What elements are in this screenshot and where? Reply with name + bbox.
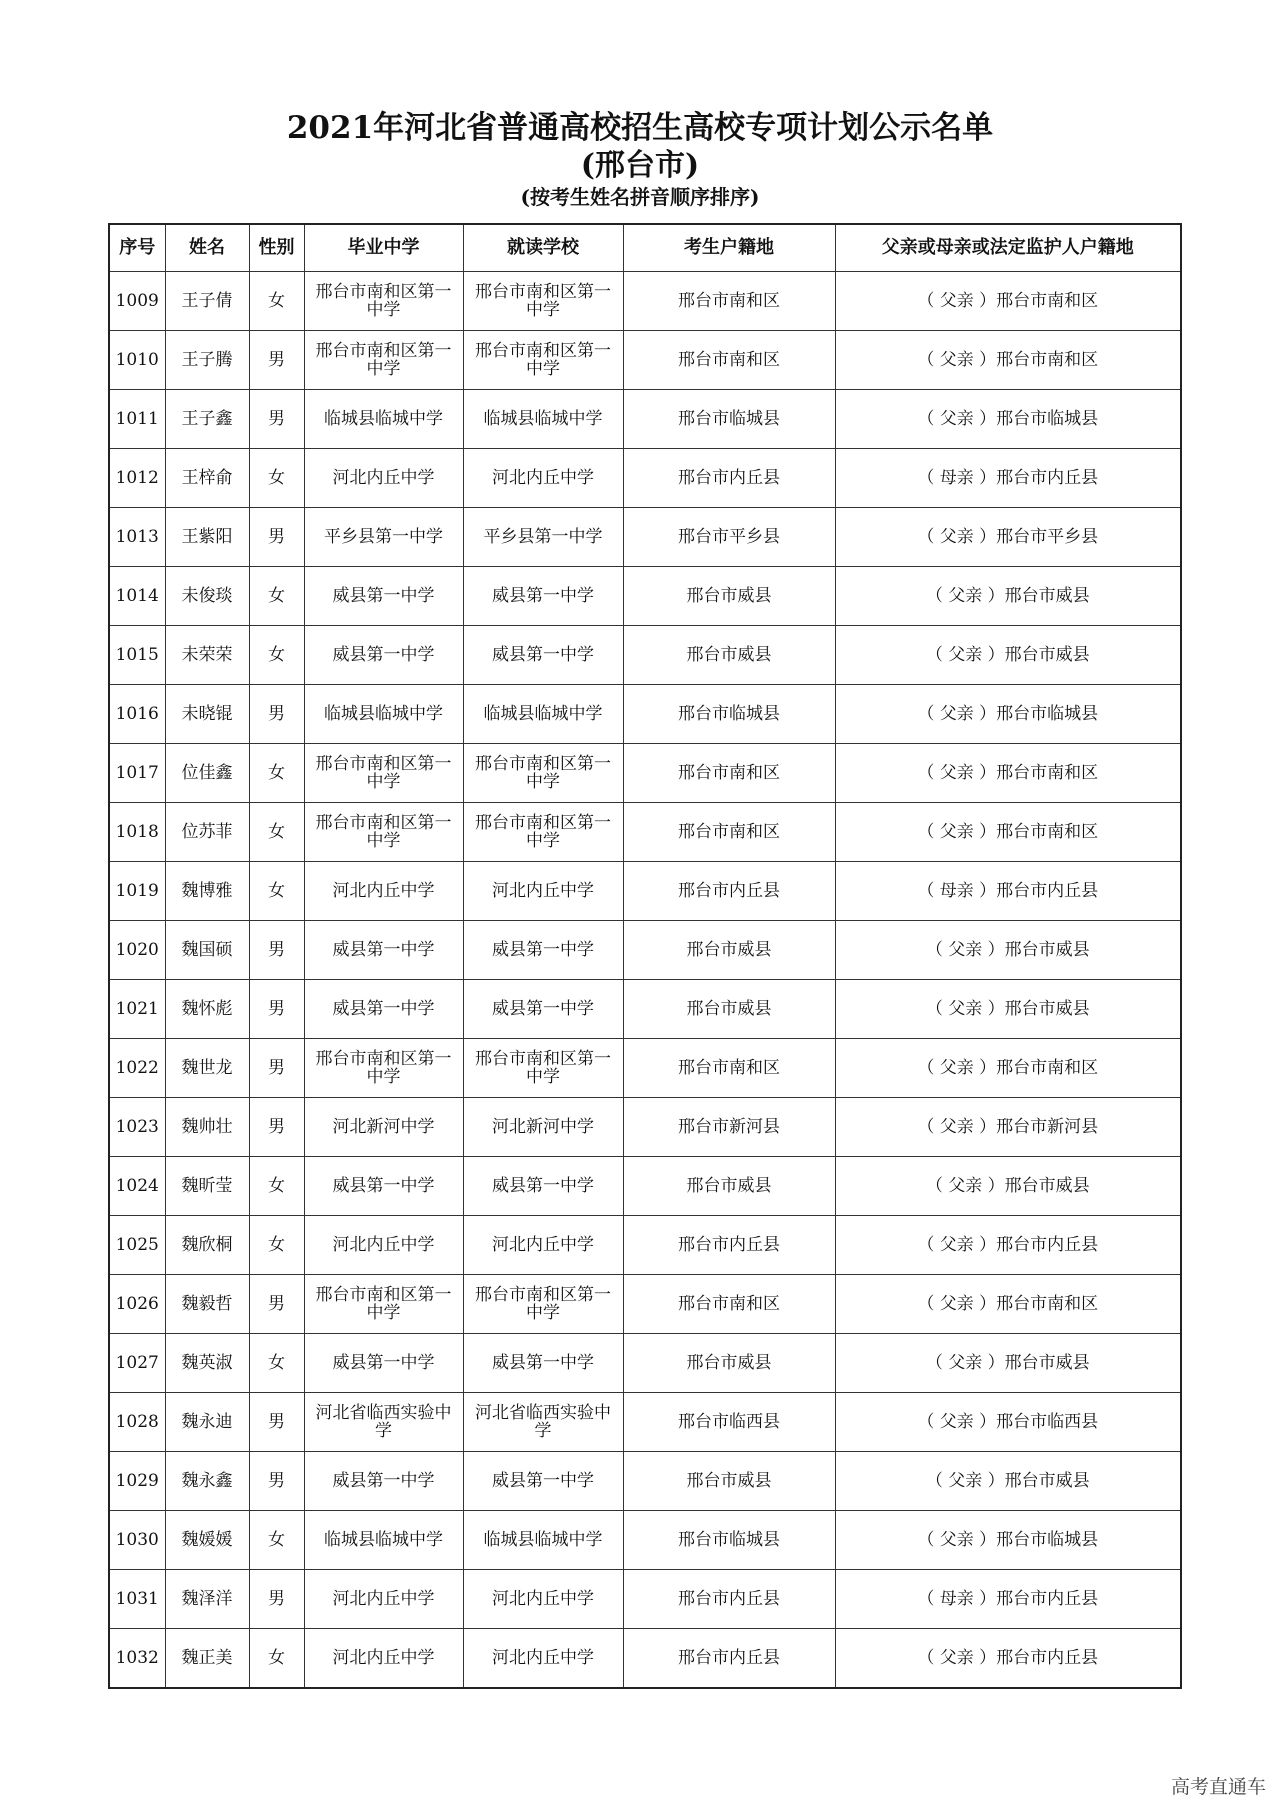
- table-row: [109, 1039, 1181, 1098]
- cell-hukou: 邢台市新河县: [623, 1098, 835, 1157]
- cell-guardian-hukou: （ 父亲 ）邢台市临城县: [835, 1511, 1181, 1570]
- cell-guardian-hukou: （ 父亲 ）邢台市南和区: [835, 1039, 1181, 1098]
- cell-grad-school: 威县第一中学: [304, 921, 463, 980]
- cell-guardian-hukou: （ 父亲 ）邢台市威县: [835, 567, 1181, 626]
- cell-guardian-hukou: （ 父亲 ）邢台市威县: [835, 1157, 1181, 1216]
- cell-guardian-hukou: （ 父亲 ）邢台市南和区: [835, 803, 1181, 862]
- cell-name: 王子倩: [165, 272, 249, 331]
- cell-no: 1023: [109, 1098, 165, 1157]
- cell-study-school: 河北新河中学: [463, 1098, 623, 1157]
- cell-guardian-hukou: （ 父亲 ）邢台市威县: [835, 1452, 1181, 1511]
- cell-gender: 女: [249, 449, 304, 508]
- cell-study-school: 威县第一中学: [463, 567, 623, 626]
- table-row: [109, 1393, 1181, 1452]
- cell-name: 魏博雅: [165, 862, 249, 921]
- cell-study-school: 临城县临城中学: [463, 390, 623, 449]
- cell-gender: 男: [249, 1393, 304, 1452]
- column-header-name: 姓名: [165, 224, 249, 272]
- cell-hukou: 邢台市威县: [623, 626, 835, 685]
- cell-no: 1017: [109, 744, 165, 803]
- cell-study-school: 威县第一中学: [463, 1334, 623, 1393]
- cell-no: 1010: [109, 331, 165, 390]
- cell-grad-school: 临城县临城中学: [304, 390, 463, 449]
- cell-guardian-hukou: （ 父亲 ）邢台市南和区: [835, 331, 1181, 390]
- cell-hukou: 邢台市威县: [623, 1334, 835, 1393]
- cell-study-school: 临城县临城中学: [463, 685, 623, 744]
- cell-gender: 男: [249, 921, 304, 980]
- table-row: [109, 1157, 1181, 1216]
- cell-no: 1029: [109, 1452, 165, 1511]
- cell-no: 1011: [109, 390, 165, 449]
- cell-grad-school: 河北省临西实验中学: [304, 1393, 463, 1452]
- cell-gender: 男: [249, 685, 304, 744]
- table-row: [109, 685, 1181, 744]
- cell-gender: 女: [249, 862, 304, 921]
- table-row: [109, 1570, 1181, 1629]
- cell-grad-school: 河北内丘中学: [304, 862, 463, 921]
- cell-hukou: 邢台市南和区: [623, 331, 835, 390]
- cell-study-school: 邢台市南和区第一中学: [463, 272, 623, 331]
- cell-no: 1009: [109, 272, 165, 331]
- cell-guardian-hukou: （ 父亲 ）邢台市威县: [835, 626, 1181, 685]
- roster-table: [108, 223, 1182, 1689]
- cell-name: 魏怀彪: [165, 980, 249, 1039]
- cell-no: 1018: [109, 803, 165, 862]
- cell-gender: 女: [249, 1216, 304, 1275]
- cell-name: 王梓俞: [165, 449, 249, 508]
- table-row: [109, 1275, 1181, 1334]
- cell-grad-school: 威县第一中学: [304, 1157, 463, 1216]
- cell-name: 未俊琰: [165, 567, 249, 626]
- cell-gender: 女: [249, 1157, 304, 1216]
- column-header-hukou: 考生户籍地: [623, 224, 835, 272]
- cell-grad-school: 平乡县第一中学: [304, 508, 463, 567]
- table-row: [109, 1511, 1181, 1570]
- table-row: [109, 1098, 1181, 1157]
- table-row: [109, 921, 1181, 980]
- cell-grad-school: 河北内丘中学: [304, 1629, 463, 1689]
- cell-name: 魏帅壮: [165, 1098, 249, 1157]
- cell-name: 王紫阳: [165, 508, 249, 567]
- table-row: [109, 1334, 1181, 1393]
- cell-hukou: 邢台市威县: [623, 921, 835, 980]
- page-subtitle-city: (邢台市): [580, 148, 700, 183]
- cell-study-school: 河北内丘中学: [463, 1216, 623, 1275]
- cell-gender: 男: [249, 1275, 304, 1334]
- cell-gender: 女: [249, 1629, 304, 1689]
- cell-no: 1026: [109, 1275, 165, 1334]
- cell-name: 魏国硕: [165, 921, 249, 980]
- cell-hukou: 邢台市威县: [623, 1452, 835, 1511]
- cell-no: 1015: [109, 626, 165, 685]
- cell-guardian-hukou: （ 父亲 ）邢台市临城县: [835, 685, 1181, 744]
- cell-name: 王子腾: [165, 331, 249, 390]
- table-row: [109, 1216, 1181, 1275]
- cell-guardian-hukou: （ 父亲 ）邢台市南和区: [835, 744, 1181, 803]
- cell-name: 魏泽洋: [165, 1570, 249, 1629]
- cell-grad-school: 河北内丘中学: [304, 449, 463, 508]
- cell-grad-school: 威县第一中学: [304, 1334, 463, 1393]
- table-row: [109, 449, 1181, 508]
- table-row: [109, 1452, 1181, 1511]
- cell-name: 未荣荣: [165, 626, 249, 685]
- cell-gender: 女: [249, 803, 304, 862]
- cell-grad-school: 临城县临城中学: [304, 685, 463, 744]
- cell-no: 1032: [109, 1629, 165, 1689]
- cell-hukou: 邢台市内丘县: [623, 449, 835, 508]
- cell-name: 魏永鑫: [165, 1452, 249, 1511]
- cell-study-school: 邢台市南和区第一中学: [463, 1039, 623, 1098]
- cell-name: 魏毅哲: [165, 1275, 249, 1334]
- cell-hukou: 邢台市威县: [623, 567, 835, 626]
- cell-name: 位苏菲: [165, 803, 249, 862]
- cell-study-school: 邢台市南和区第一中学: [463, 803, 623, 862]
- cell-no: 1020: [109, 921, 165, 980]
- cell-grad-school: 邢台市南和区第一中学: [304, 272, 463, 331]
- cell-study-school: 邢台市南和区第一中学: [463, 1275, 623, 1334]
- cell-hukou: 邢台市南和区: [623, 803, 835, 862]
- cell-guardian-hukou: （ 父亲 ）邢台市内丘县: [835, 1216, 1181, 1275]
- cell-grad-school: 威县第一中学: [304, 1452, 463, 1511]
- cell-hukou: 邢台市南和区: [623, 1039, 835, 1098]
- cell-grad-school: 邢台市南和区第一中学: [304, 744, 463, 803]
- cell-guardian-hukou: （ 父亲 ）邢台市威县: [835, 980, 1181, 1039]
- cell-gender: 男: [249, 1570, 304, 1629]
- cell-grad-school: 邢台市南和区第一中学: [304, 331, 463, 390]
- cell-study-school: 河北内丘中学: [463, 1570, 623, 1629]
- cell-no: 1013: [109, 508, 165, 567]
- cell-hukou: 邢台市内丘县: [623, 1570, 835, 1629]
- cell-no: 1019: [109, 862, 165, 921]
- cell-no: 1028: [109, 1393, 165, 1452]
- table-row: [109, 1629, 1181, 1689]
- table-row: [109, 744, 1181, 803]
- cell-name: 魏媛媛: [165, 1511, 249, 1570]
- cell-name: 王子鑫: [165, 390, 249, 449]
- cell-study-school: 临城县临城中学: [463, 1511, 623, 1570]
- cell-grad-school: 河北新河中学: [304, 1098, 463, 1157]
- table-row: [109, 980, 1181, 1039]
- cell-study-school: 威县第一中学: [463, 921, 623, 980]
- cell-guardian-hukou: （ 父亲 ）邢台市内丘县: [835, 1629, 1181, 1689]
- table-body: [109, 272, 1181, 1689]
- cell-gender: 男: [249, 1098, 304, 1157]
- cell-gender: 男: [249, 390, 304, 449]
- column-header-no: 序号: [109, 224, 165, 272]
- cell-name: 魏昕莹: [165, 1157, 249, 1216]
- cell-study-school: 威县第一中学: [463, 1452, 623, 1511]
- cell-study-school: 河北内丘中学: [463, 862, 623, 921]
- cell-gender: 女: [249, 626, 304, 685]
- cell-gender: 男: [249, 1452, 304, 1511]
- cell-hukou: 邢台市临城县: [623, 390, 835, 449]
- cell-hukou: 邢台市南和区: [623, 744, 835, 803]
- cell-gender: 女: [249, 567, 304, 626]
- cell-grad-school: 邢台市南和区第一中学: [304, 1039, 463, 1098]
- cell-gender: 男: [249, 980, 304, 1039]
- cell-grad-school: 邢台市南和区第一中学: [304, 803, 463, 862]
- cell-hukou: 邢台市平乡县: [623, 508, 835, 567]
- cell-hukou: 邢台市临城县: [623, 1511, 835, 1570]
- column-header-guardian-hukou: 父亲或母亲或法定监护人户籍地: [835, 224, 1181, 272]
- watermark-logo: 高考直通车: [1170, 1776, 1266, 1798]
- cell-guardian-hukou: （ 母亲 ）邢台市内丘县: [835, 1570, 1181, 1629]
- cell-gender: 女: [249, 272, 304, 331]
- cell-hukou: 邢台市内丘县: [623, 1216, 835, 1275]
- cell-guardian-hukou: （ 父亲 ）邢台市临城县: [835, 390, 1181, 449]
- cell-hukou: 邢台市内丘县: [623, 862, 835, 921]
- cell-guardian-hukou: （ 父亲 ）邢台市威县: [835, 921, 1181, 980]
- cell-no: 1027: [109, 1334, 165, 1393]
- table-row: [109, 272, 1181, 331]
- cell-hukou: 邢台市临西县: [623, 1393, 835, 1452]
- cell-name: 魏世龙: [165, 1039, 249, 1098]
- page-title: 2021年河北省普通高校招生高校专项计划公示名单: [286, 110, 994, 146]
- column-header-study-school: 就读学校: [463, 224, 623, 272]
- cell-hukou: 邢台市南和区: [623, 272, 835, 331]
- table-header-row: [109, 224, 1181, 272]
- cell-guardian-hukou: （ 父亲 ）邢台市南和区: [835, 1275, 1181, 1334]
- cell-study-school: 威县第一中学: [463, 1157, 623, 1216]
- cell-gender: 女: [249, 1511, 304, 1570]
- cell-hukou: 邢台市南和区: [623, 1275, 835, 1334]
- cell-guardian-hukou: （ 父亲 ）邢台市平乡县: [835, 508, 1181, 567]
- cell-no: 1012: [109, 449, 165, 508]
- cell-name: 魏永迪: [165, 1393, 249, 1452]
- cell-no: 1022: [109, 1039, 165, 1098]
- cell-study-school: 平乡县第一中学: [463, 508, 623, 567]
- cell-guardian-hukou: （ 父亲 ）邢台市威县: [835, 1334, 1181, 1393]
- cell-no: 1031: [109, 1570, 165, 1629]
- cell-grad-school: 河北内丘中学: [304, 1216, 463, 1275]
- cell-no: 1030: [109, 1511, 165, 1570]
- cell-study-school: 邢台市南和区第一中学: [463, 744, 623, 803]
- cell-study-school: 河北省临西实验中学: [463, 1393, 623, 1452]
- column-header-gender: 性别: [249, 224, 304, 272]
- table-row: [109, 508, 1181, 567]
- cell-grad-school: 邢台市南和区第一中学: [304, 1275, 463, 1334]
- column-header-grad-school: 毕业中学: [304, 224, 463, 272]
- cell-hukou: 邢台市威县: [623, 1157, 835, 1216]
- cell-study-school: 威县第一中学: [463, 980, 623, 1039]
- cell-name: 魏正美: [165, 1629, 249, 1689]
- cell-study-school: 河北内丘中学: [463, 1629, 623, 1689]
- cell-hukou: 邢台市临城县: [623, 685, 835, 744]
- cell-study-school: 河北内丘中学: [463, 449, 623, 508]
- cell-grad-school: 威县第一中学: [304, 626, 463, 685]
- cell-study-school: 威县第一中学: [463, 626, 623, 685]
- cell-grad-school: 河北内丘中学: [304, 1570, 463, 1629]
- cell-gender: 女: [249, 1334, 304, 1393]
- cell-grad-school: 威县第一中学: [304, 980, 463, 1039]
- cell-gender: 男: [249, 1039, 304, 1098]
- cell-guardian-hukou: （ 母亲 ）邢台市内丘县: [835, 862, 1181, 921]
- cell-no: 1021: [109, 980, 165, 1039]
- cell-name: 未晓锟: [165, 685, 249, 744]
- cell-guardian-hukou: （ 父亲 ）邢台市新河县: [835, 1098, 1181, 1157]
- cell-gender: 男: [249, 508, 304, 567]
- table-row: [109, 862, 1181, 921]
- cell-gender: 女: [249, 744, 304, 803]
- table-row: [109, 567, 1181, 626]
- cell-name: 魏英淑: [165, 1334, 249, 1393]
- table-row: [109, 331, 1181, 390]
- cell-no: 1014: [109, 567, 165, 626]
- cell-gender: 男: [249, 331, 304, 390]
- cell-hukou: 邢台市内丘县: [623, 1629, 835, 1689]
- cell-name: 魏欣桐: [165, 1216, 249, 1275]
- cell-guardian-hukou: （ 父亲 ）邢台市南和区: [835, 272, 1181, 331]
- table-row: [109, 626, 1181, 685]
- table-row: [109, 803, 1181, 862]
- table-row: [109, 390, 1181, 449]
- cell-no: 1025: [109, 1216, 165, 1275]
- cell-guardian-hukou: （ 父亲 ）邢台市临西县: [835, 1393, 1181, 1452]
- cell-grad-school: 临城县临城中学: [304, 1511, 463, 1570]
- cell-grad-school: 威县第一中学: [304, 567, 463, 626]
- cell-name: 位佳鑫: [165, 744, 249, 803]
- cell-study-school: 邢台市南和区第一中学: [463, 331, 623, 390]
- cell-no: 1024: [109, 1157, 165, 1216]
- cell-hukou: 邢台市威县: [623, 980, 835, 1039]
- cell-guardian-hukou: （ 母亲 ）邢台市内丘县: [835, 449, 1181, 508]
- cell-no: 1016: [109, 685, 165, 744]
- page-subtitle-sort-note: (按考生姓名拼音顺序排序): [520, 185, 760, 209]
